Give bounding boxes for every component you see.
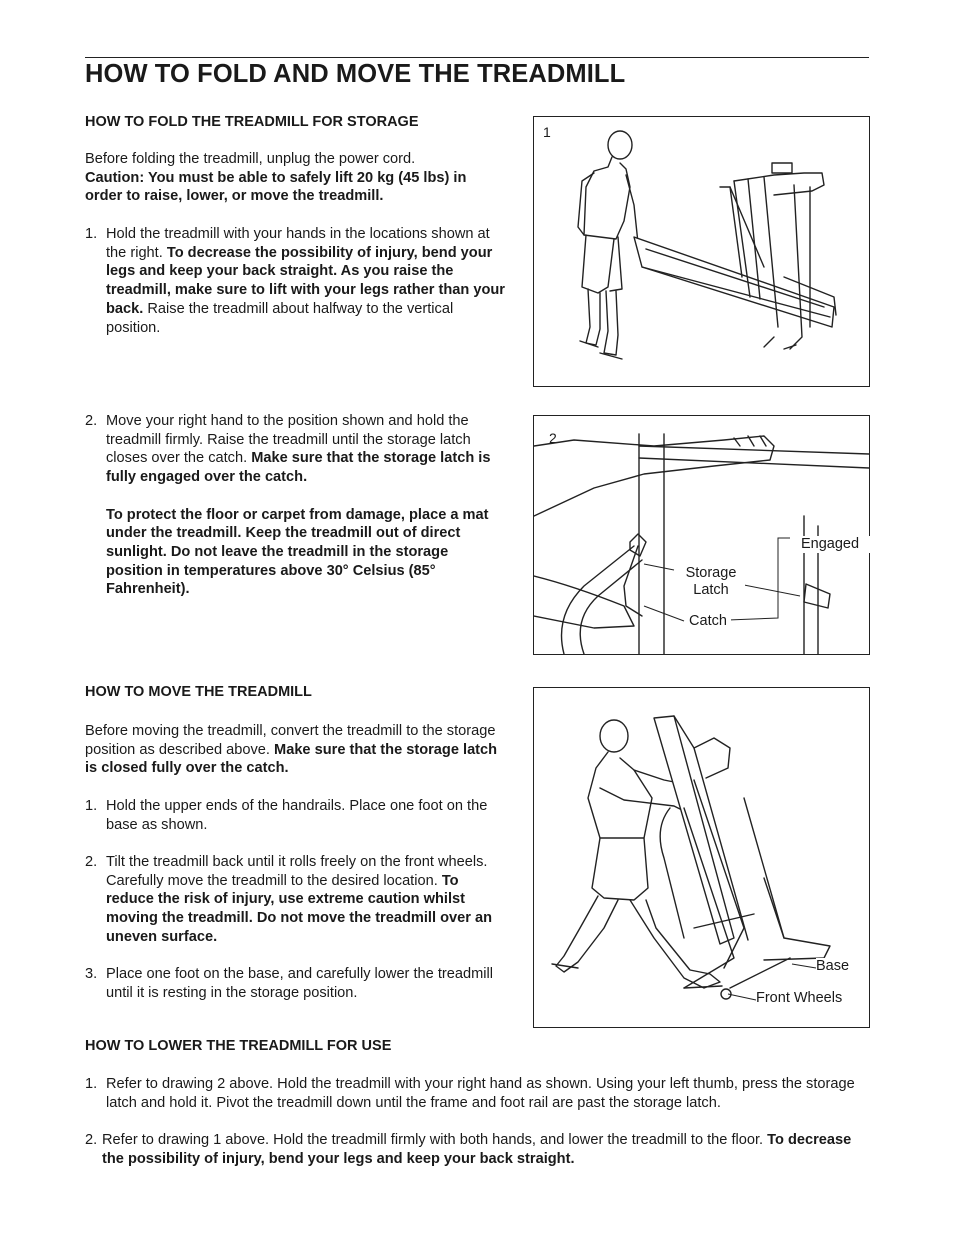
base-label: Base [816, 958, 856, 975]
catch-label: Catch [685, 613, 731, 630]
lower-step-1 [85, 1075, 870, 1112]
figure-2-storage-latch [533, 415, 870, 655]
move-intro-bold: Make sure that the storage latch is closed fully over the catch. [85, 741, 498, 777]
step-warning: To decrease the possibility of injury, bend your legs and keep your back straight. As you raise the treadmill, make sure to lift with your legs rather than your back. [106, 244, 505, 317]
step-warning: To decrease the possibility of injury, bend your legs and keep your back straight. [102, 1132, 852, 1167]
storage-latch-label: Storage Latch [677, 565, 745, 599]
step-number: 1. [85, 226, 98, 242]
step-text: Raise the treadmill about halfway to the vertical position. [106, 300, 454, 336]
step-text: Hold the upper ends of the handrails. Place one foot on the base as shown. [106, 798, 488, 833]
top-rule [85, 57, 869, 58]
fold-heading: HOW TO FOLD THE TREADMILL FOR STORAGE [85, 114, 419, 130]
engaged-label: Engaged [790, 536, 870, 553]
fold-step-2 [85, 412, 507, 599]
step-text: Place one foot on the base, and carefully lower the treadmill until it is resting in the storage position. [106, 966, 493, 1001]
step-text: Refer to drawing 1 above. Hold the treadmill firmly with both hands, and lower the treadmill to the floor. [102, 1132, 764, 1148]
figure-number: 2 [549, 430, 557, 446]
move-step-2 [85, 853, 507, 947]
step-number: 1. [85, 1076, 98, 1092]
move-step-3 [85, 965, 507, 1002]
fold-caution: Caution: You must be able to safely lift 20 kg (45 lbs) in order to raise, lower, or move the treadmill. [85, 169, 467, 205]
step-number: 2. [85, 1132, 98, 1148]
step-warning: To protect the floor or carpet from damage, place a mat under the treadmill. Keep the treadmill out of direct sunlight. Do not leave the treadmill in the storage position in temperatures above 30° Celsius (85° Fahrenheit). [106, 506, 489, 598]
front-wheels-label: Front Wheels [756, 990, 852, 1007]
step-text: Move your right hand to the position shown and hold the treadmill firmly. Raise the treadmill until the storage latch closes over the catch. [106, 413, 471, 467]
step-text: Refer to drawing 2 above. Hold the treadmill with your right hand as shown. Using your left thumb, press the storage latch and hold it. Pivot the treadmill down until the frame and foot rail are past the storage latch. [106, 1076, 855, 1111]
move-intro-plain: Before moving the treadmill, convert the treadmill to the storage position as described above. [85, 723, 496, 758]
lifting-illustration [534, 117, 869, 386]
move-heading: HOW TO MOVE THE TREADMILL [85, 684, 312, 700]
fold-intro-plain: Before folding the treadmill, unplug the power cord. [85, 151, 416, 167]
figure-number: 1 [543, 124, 551, 140]
figure-3-moving [533, 687, 870, 1028]
step-number: 3. [85, 966, 98, 982]
fold-intro [85, 150, 505, 206]
lower-step-2 [85, 1131, 870, 1168]
step-number: 2. [85, 854, 98, 870]
step-text: Hold the treadmill with your hands in the locations shown at the right. [106, 226, 490, 261]
step-warning: To reduce the risk of injury, use extreme caution whilst moving the treadmill. Do not move the treadmill over an uneven surface. [106, 872, 492, 945]
move-intro [85, 722, 505, 778]
fold-step-1 [85, 225, 507, 337]
step-text: Tilt the treadmill back until it rolls freely on the front wheels. Carefully move the treadmill to the desired location. [106, 854, 488, 889]
move-step-1 [85, 797, 507, 834]
page-title: HOW TO FOLD AND MOVE THE TREADMILL [85, 60, 626, 88]
lower-heading: HOW TO LOWER THE TREADMILL FOR USE [85, 1038, 392, 1054]
moving-illustration [534, 688, 869, 1027]
step-number: 2. [85, 413, 98, 429]
step-warning: Make sure that the storage latch is fully engaged over the catch. [106, 450, 491, 486]
step-number: 1. [85, 798, 98, 814]
figure-1-lifting [533, 116, 870, 387]
